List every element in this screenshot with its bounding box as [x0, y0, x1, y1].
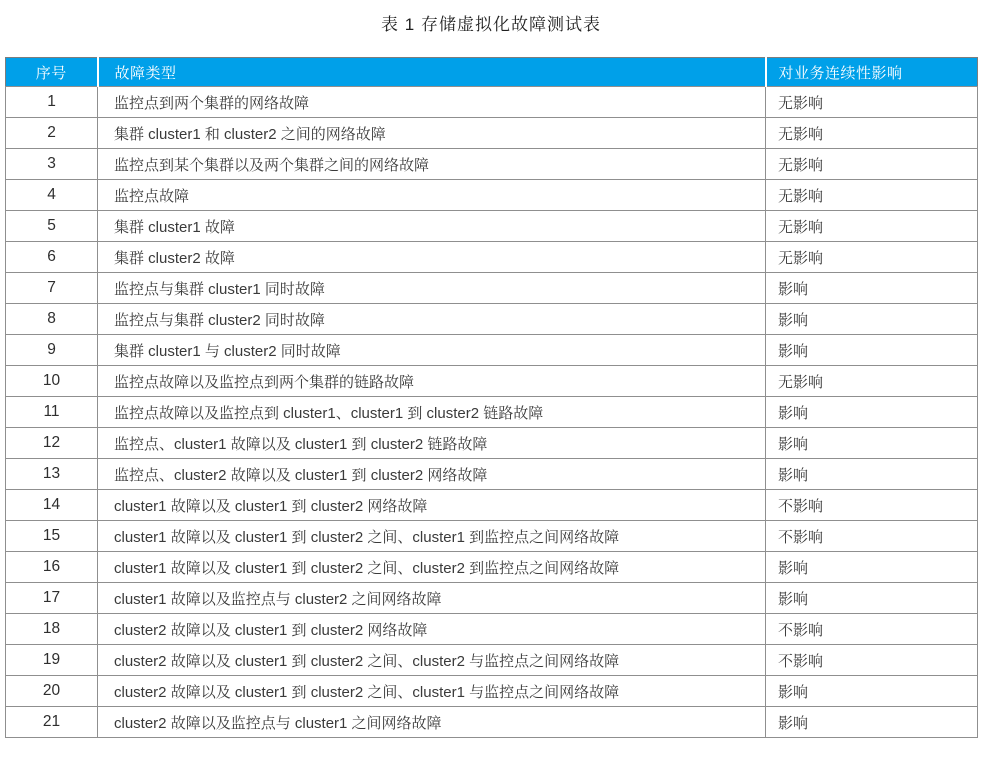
- fault-type-cell: 集群 cluster2 故障: [98, 242, 766, 273]
- row-index-cell: 19: [6, 645, 98, 676]
- table-row: [6, 552, 978, 583]
- impact-cell: 不影响: [766, 521, 978, 552]
- impact-cell: 无影响: [766, 366, 978, 397]
- row-index-cell: 6: [6, 242, 98, 273]
- row-index-cell: 4: [6, 180, 98, 211]
- fault-type-cell: 监控点故障以及监控点到 cluster1、cluster1 到 cluster2 链路故障: [98, 397, 766, 428]
- row-index-cell: 13: [6, 459, 98, 490]
- table-row: [6, 645, 978, 676]
- fault-type-cell: cluster1 故障以及监控点与 cluster2 之间网络故障: [98, 583, 766, 614]
- row-index-cell: 3: [6, 149, 98, 180]
- impact-cell: 无影响: [766, 118, 978, 149]
- row-index-cell: 11: [6, 397, 98, 428]
- impact-cell: 影响: [766, 397, 978, 428]
- impact-cell: 影响: [766, 676, 978, 707]
- row-index-cell: 15: [6, 521, 98, 552]
- impact-cell: 不影响: [766, 614, 978, 645]
- impact-cell: 影响: [766, 552, 978, 583]
- row-index-cell: 5: [6, 211, 98, 242]
- row-index-cell: 7: [6, 273, 98, 304]
- fault-type-cell: 监控点故障以及监控点到两个集群的链路故障: [98, 366, 766, 397]
- table-row: [6, 149, 978, 180]
- table-row: [6, 521, 978, 552]
- impact-cell: 影响: [766, 459, 978, 490]
- row-index-cell: 16: [6, 552, 98, 583]
- impact-cell: 影响: [766, 583, 978, 614]
- table-row: [6, 87, 978, 118]
- table-row: [6, 459, 978, 490]
- impact-cell: 影响: [766, 428, 978, 459]
- impact-cell: 无影响: [766, 180, 978, 211]
- table-header-row: [6, 58, 978, 87]
- column-header-index: 序号: [6, 58, 98, 87]
- fault-type-cell: 集群 cluster1 和 cluster2 之间的网络故障: [98, 118, 766, 149]
- fault-test-table: [5, 57, 978, 738]
- fault-type-cell: 集群 cluster1 与 cluster2 同时故障: [98, 335, 766, 366]
- impact-cell: 不影响: [766, 645, 978, 676]
- table-row: [6, 304, 978, 335]
- table-row: [6, 366, 978, 397]
- row-index-cell: 12: [6, 428, 98, 459]
- fault-type-cell: 监控点故障: [98, 180, 766, 211]
- fault-type-cell: cluster2 故障以及 cluster1 到 cluster2 之间、cluster1 与监控点之间网络故障: [98, 676, 766, 707]
- table-caption: 表 1 存储虚拟化故障测试表: [381, 15, 601, 34]
- table-row: [6, 614, 978, 645]
- fault-type-cell: cluster2 故障以及监控点与 cluster1 之间网络故障: [98, 707, 766, 738]
- fault-type-cell: cluster2 故障以及 cluster1 到 cluster2 网络故障: [98, 614, 766, 645]
- fault-type-cell: cluster1 故障以及 cluster1 到 cluster2 之间、cluster1 到监控点之间网络故障: [98, 521, 766, 552]
- row-index-cell: 8: [6, 304, 98, 335]
- table-row: [6, 242, 978, 273]
- fault-type-cell: cluster2 故障以及 cluster1 到 cluster2 之间、cluster2 与监控点之间网络故障: [98, 645, 766, 676]
- table-row: [6, 428, 978, 459]
- table-row: [6, 676, 978, 707]
- row-index-cell: 9: [6, 335, 98, 366]
- column-header-impact: 对业务连续性影响: [766, 58, 978, 87]
- row-index-cell: 2: [6, 118, 98, 149]
- impact-cell: 影响: [766, 335, 978, 366]
- impact-cell: 无影响: [766, 87, 978, 118]
- row-index-cell: 18: [6, 614, 98, 645]
- fault-type-cell: 监控点、cluster2 故障以及 cluster1 到 cluster2 网络故障: [98, 459, 766, 490]
- fault-type-cell: 集群 cluster1 故障: [98, 211, 766, 242]
- fault-type-cell: 监控点、cluster1 故障以及 cluster1 到 cluster2 链路故障: [98, 428, 766, 459]
- row-index-cell: 21: [6, 707, 98, 738]
- table-row: [6, 211, 978, 242]
- table-body: [6, 87, 978, 738]
- impact-cell: 影响: [766, 273, 978, 304]
- impact-cell: 无影响: [766, 242, 978, 273]
- row-index-cell: 1: [6, 87, 98, 118]
- row-index-cell: 20: [6, 676, 98, 707]
- impact-cell: 影响: [766, 707, 978, 738]
- fault-type-cell: cluster1 故障以及 cluster1 到 cluster2 网络故障: [98, 490, 766, 521]
- table-row: [6, 490, 978, 521]
- table-row: [6, 707, 978, 738]
- row-index-cell: 14: [6, 490, 98, 521]
- fault-type-cell: 监控点与集群 cluster2 同时故障: [98, 304, 766, 335]
- impact-cell: 无影响: [766, 149, 978, 180]
- row-index-cell: 10: [6, 366, 98, 397]
- impact-cell: 影响: [766, 304, 978, 335]
- table-row: [6, 273, 978, 304]
- table-row: [6, 335, 978, 366]
- table-row: [6, 583, 978, 614]
- column-header-fault-type: 故障类型: [98, 58, 766, 87]
- fault-type-cell: 监控点到两个集群的网络故障: [98, 87, 766, 118]
- fault-type-cell: 监控点与集群 cluster1 同时故障: [98, 273, 766, 304]
- table-row: [6, 180, 978, 211]
- fault-type-cell: 监控点到某个集群以及两个集群之间的网络故障: [98, 149, 766, 180]
- table-row: [6, 397, 978, 428]
- impact-cell: 不影响: [766, 490, 978, 521]
- row-index-cell: 17: [6, 583, 98, 614]
- table-row: [6, 118, 978, 149]
- fault-type-cell: cluster1 故障以及 cluster1 到 cluster2 之间、cluster2 到监控点之间网络故障: [98, 552, 766, 583]
- impact-cell: 无影响: [766, 211, 978, 242]
